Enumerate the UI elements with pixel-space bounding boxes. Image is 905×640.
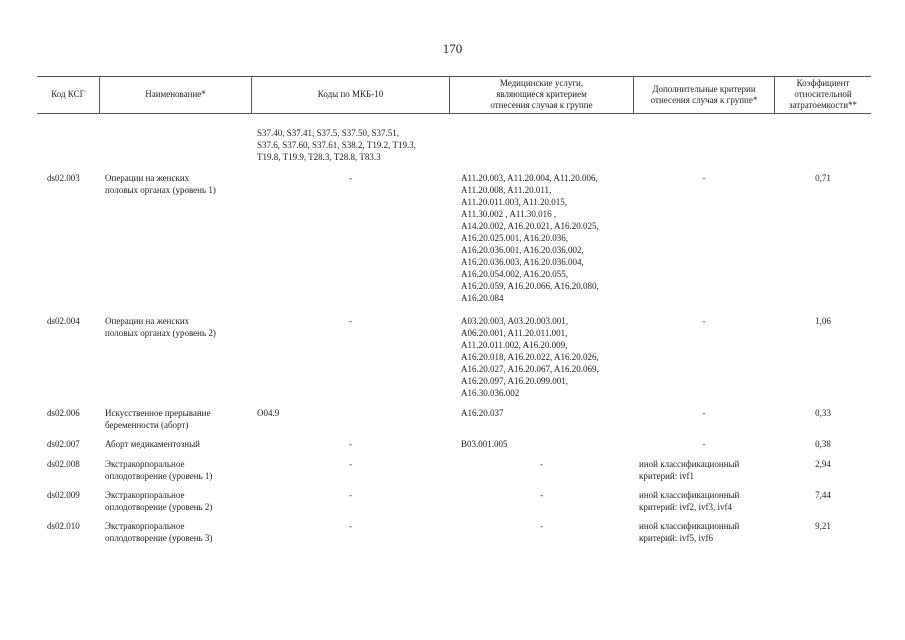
row-name: Экстракорпоральное оплодотворение (уровень 2) [105, 490, 213, 512]
row-services: A16.20.037 [461, 408, 504, 418]
row-code: ds02.004 [47, 316, 80, 326]
header-mkb: Коды по МКБ-10 [317, 89, 384, 99]
row-name: Искусственное прерывание беременности (аборт) [105, 408, 211, 430]
row-mkb: - [349, 521, 352, 531]
row-code: ds02.009 [47, 490, 80, 500]
row-code: ds02.003 [47, 173, 80, 183]
header-code: Код КСГ [51, 89, 85, 99]
row-criteria: иной классификационный критерий: ivf1 [639, 459, 740, 481]
header-name: Наименование* [145, 89, 206, 99]
header-services: Медицинские услуги, являющиеся критерием отнесения случая к группе [490, 78, 593, 110]
row-coef: 9,21 [815, 521, 831, 531]
row-mkb: - [349, 459, 352, 469]
row-criteria: - [702, 408, 706, 418]
row-code: ds02.010 [47, 521, 80, 531]
row-services: A11.20.003, A11.20.004, A11.20.006, A11.20.008, A11.20.011, A11.20.011.003, A11.20.015, A11.30.002 , A11.30.016 , A14.20.002, A16.20.021, A16.20.025, A16.20.025.001, A16.20.036, A16.20.036.001, A16.20.036.002, A16.20.036.003, A16.20.036.004, A16.20.054.002, A16.20.055, A16.20.059, A16.20.066, A16.20.080, A16.20.084 [461, 173, 599, 303]
row-criteria: иной классификационный критерий: ivf2, ivf3, ivf4 [639, 490, 740, 512]
row-coef: 1,06 [815, 316, 831, 326]
row-name: Экстракорпоральное оплодотворение (уровень 3) [105, 521, 213, 543]
row-coef: 2,94 [815, 459, 831, 469]
row-name: Экстракорпоральное оплодотворение (уровень 1) [105, 459, 213, 481]
row-name: Операции на женских половых органах (уровень 1) [105, 173, 216, 195]
row-coef: 0,71 [815, 173, 831, 183]
row-criteria: - [702, 173, 706, 183]
row-coef: 7,44 [815, 490, 831, 500]
row-criteria: - [702, 316, 706, 326]
row-mkb: - [349, 316, 352, 326]
row-services: - [540, 521, 543, 531]
header-coef: Коэффициент относительной затратоемкости** [788, 78, 858, 110]
row-code: ds02.007 [47, 439, 80, 449]
continuation-mkb: S37.40, S37.41, S37.5, S37.50, S37.51, S37.6, S37.60, S37.61, S38.2, T19.2, T19.3, T19.8, T19.9, T28.3, T28.8, T83.3 [257, 128, 416, 162]
row-mkb: - [349, 439, 352, 449]
row-code: ds02.006 [47, 408, 80, 418]
row-criteria: иной классификационный критерий: ivf5, ivf6 [639, 521, 740, 543]
row-mkb: - [349, 490, 352, 500]
row-mkb: - [349, 173, 352, 183]
row-code: ds02.008 [47, 459, 80, 469]
row-name: Аборт медикаментозный [105, 439, 200, 449]
row-mkb: O04.9 [257, 408, 280, 418]
row-services: B03.001.005 [461, 439, 508, 449]
header-criteria: Дополнительные критерии отнесения случая к группе* [650, 83, 758, 105]
row-name: Операции на женских половых органах (уровень 2) [105, 316, 216, 338]
row-coef: 0,33 [815, 408, 831, 418]
row-services: A03.20.003, A03.20.003.001, A06.20.001, A11.20.011.001, A11.20.011.002, A16.20.009, A16.20.018, A16.20.022, A16.20.026, A16.20.027, A16.20.067, A16.20.069, A16.20.097, A16.20.099.001, A16.30.036.002 [461, 316, 599, 398]
row-services: - [540, 490, 543, 500]
header-bottom-rule [37, 113, 871, 114]
row-criteria: - [702, 439, 706, 449]
row-services: - [540, 459, 543, 469]
page-number: 170 [442, 41, 463, 56]
row-coef: 0,38 [815, 439, 831, 449]
